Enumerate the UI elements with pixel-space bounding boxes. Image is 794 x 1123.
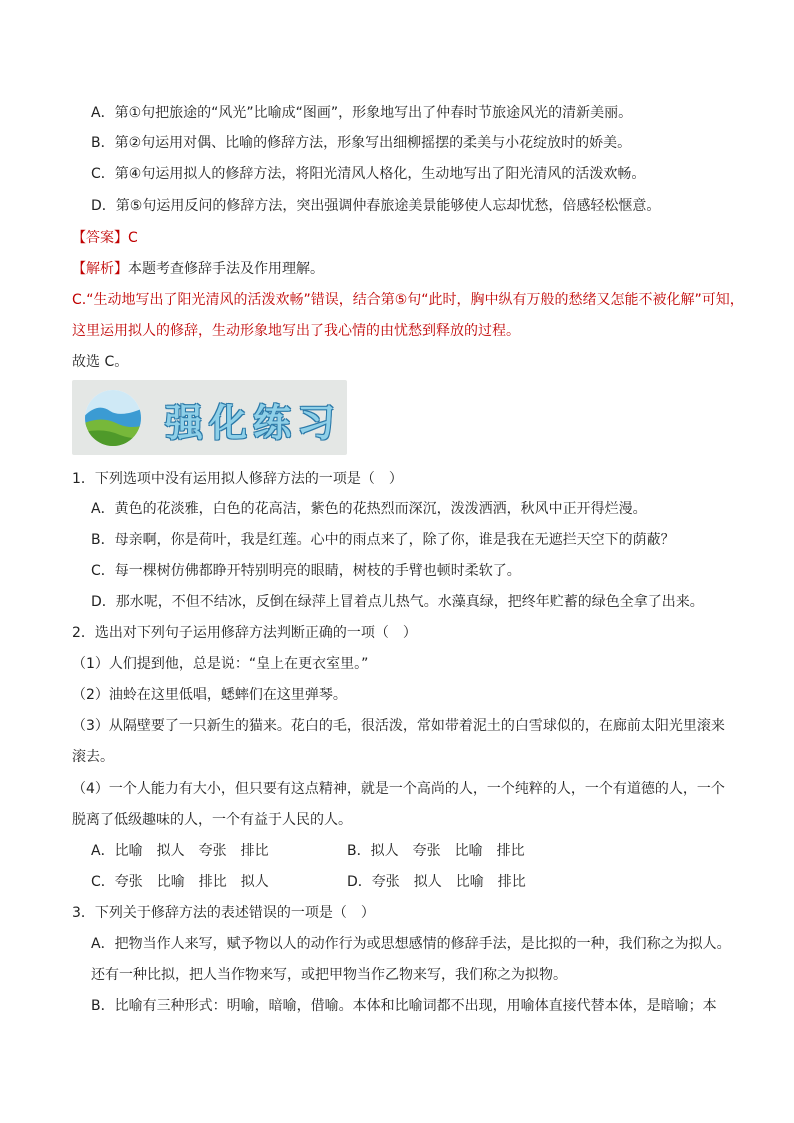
q2-option-c: C．夸张 比喻 排比 拟人 bbox=[91, 874, 269, 890]
analysis-detail-1: C.“生动地写出了阳光清风的活泼欢畅”错误，结合第⑤句“此时，胸中纵有万般的愁绪又怎能不被化解”可知， bbox=[72, 292, 744, 308]
q1-option-d: D．那水呢，不但不结冰，反倒在绿萍上冒着点儿热气。水藻真绿，把终年贮蓄的绿色全拿了出来。 bbox=[91, 594, 704, 610]
answer-line bbox=[72, 228, 138, 248]
analysis-detail-2: 这里运用拟人的修辞，生动形象地写出了我心情的由忧愁到释放的过程。 bbox=[72, 323, 520, 339]
landscape-logo-icon bbox=[80, 387, 150, 449]
q1-option-b: B．母亲啊，你是荷叶，我是红莲。心中的雨点来了，除了你，谁是我在无遮拦天空下的荫蔽？ bbox=[91, 532, 675, 548]
q2-option-a: A．比喻 拟人 夸张 排比 bbox=[91, 843, 269, 859]
q2-sentence-3: （3）从隔壁要了一只新生的猫来。花白的毛，很活泼，常如带着泥土的白雪球似的，在廊前太阳光里滚来 bbox=[72, 718, 725, 734]
answer-value: C bbox=[128, 230, 138, 246]
analysis-label: 【解析】 bbox=[72, 261, 128, 277]
q3-option-b: B．比喻有三种形式：明喻，暗喻，借喻。本体和比喻词都不出现，用喻体直接代替本体，是暗喻；本 bbox=[91, 998, 717, 1014]
option-a: A．第①句把旅途的“风光”比喻成“图画”，形象地写出了仲春时节旅途风光的清新美丽。 bbox=[91, 105, 633, 121]
banner-title: 强化练习 bbox=[165, 400, 342, 445]
option-c: C．第④句运用拟人的修辞方法，将阳光清风人格化，生动地写出了阳光清风的活泼欢畅。 bbox=[91, 166, 646, 182]
q1-option-a: A．黄色的花淡雅，白色的花高洁，紫色的花热烈而深沉，泼泼洒洒，秋风中正开得烂漫。 bbox=[91, 501, 647, 517]
q2-stem: 2．选出对下列句子运用修辞方法判断正确的一项（ ） bbox=[72, 625, 417, 641]
q2-sentence-2: （2）油蛉在这里低唱，蟋蟀们在这里弹琴。 bbox=[72, 687, 347, 703]
q2-option-d: D．夸张 拟人 比喻 排比 bbox=[347, 874, 526, 890]
q2-option-b: B．拟人 夸张 比喻 排比 bbox=[347, 843, 525, 859]
analysis-line bbox=[72, 259, 324, 279]
q2-sentence-3-cont: 滚去。 bbox=[72, 749, 114, 765]
answer-label: 【答案】 bbox=[72, 230, 128, 246]
q2-sentence-4: （4）一个人能力有大小，但只要有这点精神，就是一个高尚的人，一个纯粹的人，一个有道德的人，一个 bbox=[72, 781, 725, 797]
q1-option-c: C．每一棵树仿佛都睁开特别明亮的眼睛，树枝的手臂也顿时柔软了。 bbox=[91, 563, 521, 579]
q1-stem: 1．下列选项中没有运用拟人修辞方法的一项是（ ） bbox=[72, 471, 403, 487]
conclusion: 故选 C。 bbox=[72, 354, 129, 370]
option-d: D．第⑤句运用反问的修辞方法，突出强调仲春旅途美景能够使人忘却忧愁，倍感轻松惬意。 bbox=[91, 198, 661, 214]
q3-option-a-cont: 还有一种比拟，把人当作物来写，或把甲物当作乙物来写，我们称之为拟物。 bbox=[91, 967, 567, 983]
practice-banner bbox=[72, 380, 347, 455]
q2-sentence-4-cont: 脱离了低级趣味的人，一个有益于人民的人。 bbox=[72, 812, 352, 828]
q3-option-a: A．把物当作人来写，赋予物以人的动作行为或思想感情的修辞手法，是比拟的一种，我们称之为拟人。 bbox=[91, 936, 731, 952]
analysis-text: 本题考查修辞手法及作用理解。 bbox=[128, 261, 324, 277]
q3-stem: 3．下列关于修辞方法的表述错误的一项是（ ） bbox=[72, 905, 375, 921]
q2-sentence-1: （1）人们提到他，总是说：“皇上在更衣室里。” bbox=[72, 656, 369, 672]
option-b: B．第②句运用对偶、比喻的修辞方法，形象写出细柳摇摆的柔美与小花绽放时的娇美。 bbox=[91, 135, 632, 151]
